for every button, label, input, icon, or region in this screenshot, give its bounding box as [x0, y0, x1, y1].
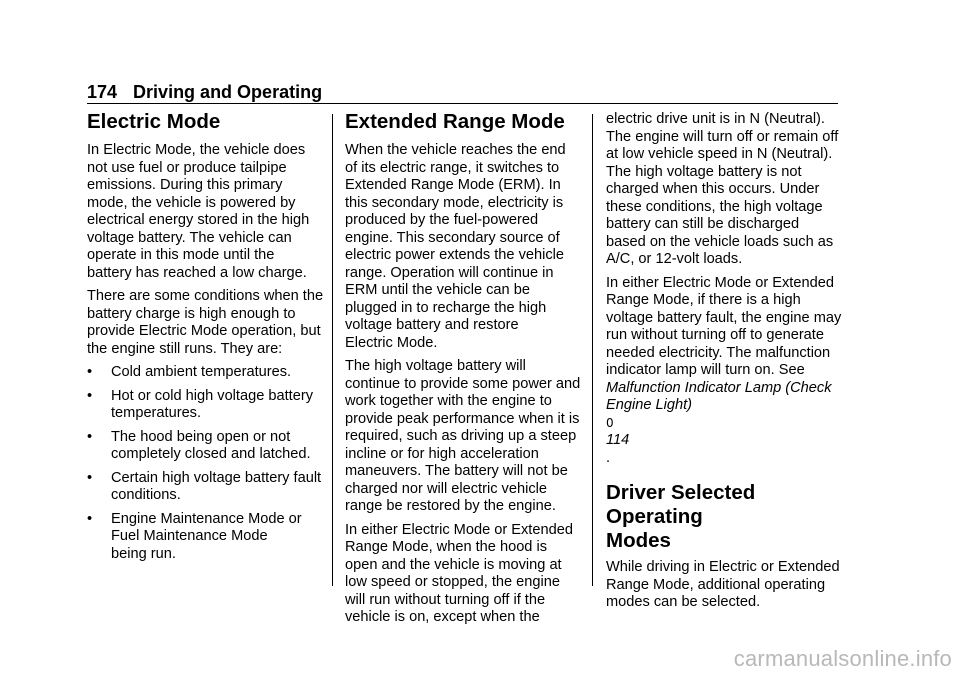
xref-page-number[interactable]: 114 — [606, 432, 630, 448]
text-line: battery charge is high enough to — [87, 305, 296, 322]
text-line: battery can still be discharged — [606, 216, 800, 232]
heading-extended-range-mode: Extended Range Mode — [345, 110, 565, 133]
text-line: There are some conditions when the — [87, 288, 324, 304]
electric-mode-paragraph-2 — [87, 288, 327, 358]
text-line: The high voltage battery is not — [606, 163, 802, 180]
column-2 — [345, 108, 585, 633]
text-line: electric power extends the vehicle — [345, 247, 565, 263]
header-rule — [87, 103, 838, 104]
text-line: temperatures. — [111, 405, 202, 421]
text-line: Range Mode, additional operating — [606, 576, 826, 593]
text-line: not use fuel or produce tailpipe — [87, 159, 287, 176]
text-line: In either Electric Mode or Extended — [345, 521, 573, 538]
text-line: modes can be selected. — [606, 594, 761, 610]
fault-paragraph — [606, 275, 846, 468]
text-line: open and the vehicle is moving at — [345, 556, 562, 573]
text-line: voltage battery and restore — [345, 317, 519, 333]
text-line: incline or for high acceleration — [345, 445, 539, 462]
electric-mode-paragraph-1 — [87, 142, 327, 282]
text-line: voltage battery fault, the engine may — [606, 309, 842, 326]
text-line: provide peak performance when it is — [345, 410, 580, 427]
list-item — [87, 429, 327, 464]
text-line: work together with the engine to — [345, 393, 552, 409]
watermark: carmanualsonline.info — [733, 646, 952, 671]
text-line: being run. — [111, 545, 176, 562]
text-line: The hood being open or not — [111, 428, 291, 445]
xref-link[interactable]: Malfunction Indicator Lamp (Check — [606, 379, 832, 396]
text-line: electric drive unit is in N (Neutral). — [606, 111, 825, 127]
text-line: operate in this mode until the — [87, 247, 275, 263]
text-line: needed electricity. The malfunction — [606, 344, 831, 361]
bullet-icon: • — [87, 510, 93, 527]
text-line: voltage battery. The vehicle can — [87, 229, 292, 246]
column-divider-2 — [592, 114, 593, 586]
text-line: Range Mode, if there is a high — [606, 292, 801, 308]
heading-electric-mode: Electric Mode — [87, 110, 221, 133]
text-line: engine. This secondary source of — [345, 229, 560, 246]
text-line: charged nor will electric vehicle — [345, 480, 547, 497]
section-title: Driving and Operating — [133, 82, 323, 102]
column-3 — [606, 111, 846, 618]
text-line: battery has reached a low charge. — [87, 264, 307, 281]
text-line: The engine will turn off or remain off — [606, 128, 839, 145]
text-line: continue to provide some power and — [345, 375, 581, 392]
page-header — [87, 82, 322, 103]
extended-range-paragraph-3 — [345, 522, 585, 627]
text-line: produced by the fuel-powered — [345, 212, 539, 228]
text-line: Extended Range Mode (ERM). In — [345, 177, 561, 193]
column-divider-1 — [332, 114, 333, 586]
text-line: conditions. — [111, 487, 181, 503]
text-line: Fuel Maintenance Mode — [111, 528, 268, 544]
text-line: Range Mode, when the hood is — [345, 539, 548, 555]
list-item — [87, 388, 327, 423]
heading-line: Driver Selected Operating — [606, 481, 756, 528]
text-line: completely closed and latched. — [111, 446, 311, 462]
text-line: required, such as driving up a steep — [345, 428, 577, 444]
text-line: In either Electric Mode or Extended — [606, 274, 834, 291]
text-line: Electric Mode. — [345, 334, 438, 351]
driver-modes-paragraph — [606, 559, 846, 612]
bullet-icon: • — [87, 469, 93, 486]
continued-paragraph — [606, 111, 846, 269]
punctuation: . — [606, 449, 611, 466]
text-line: run without turning off to generate — [606, 327, 824, 343]
heading-line: Modes — [606, 529, 671, 552]
text-line: Hot or cold high voltage battery — [111, 387, 313, 404]
bullet-icon: • — [87, 428, 93, 445]
text-line: of its electric range, it switches to — [345, 159, 560, 176]
text-line: Cold ambient temperatures. — [111, 364, 292, 380]
text-line: mode, the vehicle is powered by — [87, 194, 296, 211]
text-line: Certain high voltage battery fault — [111, 469, 322, 486]
bullet-icon: • — [87, 364, 93, 380]
text-line: range. Operation will continue in — [345, 264, 554, 281]
text-line: the engine still runs. They are: — [87, 340, 283, 357]
text-line: The high voltage battery will — [345, 358, 526, 374]
list-item — [87, 470, 327, 505]
text-line: emissions. During this primary — [87, 177, 283, 193]
xref-link[interactable]: Engine Light) — [606, 397, 693, 413]
text-line: range be restored by the engine. — [345, 498, 556, 514]
text-line: low speed or stopped, the engine — [345, 574, 561, 590]
page-number: 174 — [87, 82, 118, 102]
column-1 — [87, 108, 327, 569]
text-line: electrical energy stored in the high — [87, 212, 310, 228]
text-line: this secondary mode, electricity is — [345, 194, 564, 211]
text-line: based on the vehicle loads such as — [606, 233, 834, 250]
heading-driver-selected-modes — [606, 481, 846, 553]
text-line: charged when this occurs. Under — [606, 181, 820, 197]
text-line: In Electric Mode, the vehicle does — [87, 142, 306, 158]
text-line: While driving in Electric or Extended — [606, 559, 840, 575]
text-line: Engine Maintenance Mode or — [111, 510, 302, 527]
list-item — [87, 364, 327, 382]
text-line: maneuvers. The battery will not be — [345, 463, 568, 479]
text-line: will run without turning off if the — [345, 591, 546, 608]
text-line: these conditions, the high voltage — [606, 198, 823, 215]
text-line: When the vehicle reaches the end — [345, 142, 566, 158]
text-line: indicator lamp will turn on. See — [606, 362, 805, 378]
xref-line — [606, 397, 846, 467]
text-line: plugged in to recharge the high — [345, 299, 547, 316]
text-line: provide Electric Mode operation, but — [87, 323, 321, 339]
list-item — [87, 511, 327, 564]
extended-range-paragraph-2 — [345, 358, 585, 516]
text-line: vehicle is on, except when the — [345, 609, 540, 625]
extended-range-paragraph-1 — [345, 142, 585, 352]
page-ref-arrow-icon: 0 — [606, 415, 614, 430]
bullet-icon: • — [87, 387, 93, 404]
text-line: A/C, or 12-volt loads. — [606, 251, 743, 267]
text-line: at low vehicle speed in N (Neutral). — [606, 146, 833, 162]
text-line: ERM until the vehicle can be — [345, 282, 530, 298]
